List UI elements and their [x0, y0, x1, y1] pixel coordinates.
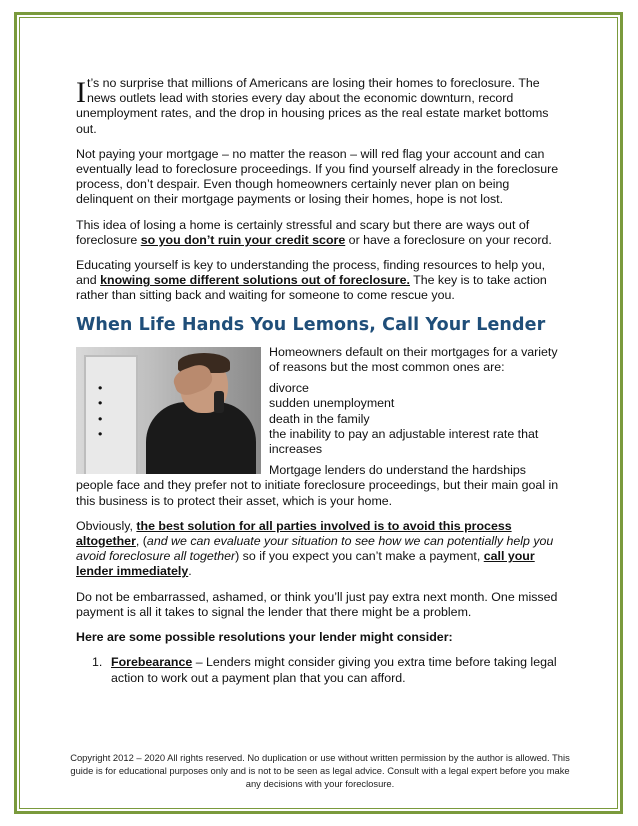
- intro-paragraph-3: This idea of losing a home is certainly stressful and scary but there are ways out of foreclosure so you don’t ruin your credit score or have a foreclosure on your record.: [76, 217, 552, 247]
- default-reasons-list: [76, 381, 566, 457]
- intro-text-1: t’s no surprise that millions of Americans are losing their homes to foreclosure. The news outlets lead with stories every day about the economic downturn, record unemployment rates, and the drop in housing prices as the real estate market bottoms out.: [76, 76, 549, 136]
- resolutions-list: [76, 655, 566, 685]
- list-item: • sudden unemployment: [76, 396, 566, 411]
- lenders-paragraph: Mortgage lenders do understand the hardships people face and they prefer not to initiate foreclosure proceedings, but their main goal in this business is to protect their asset, which is your home.: [76, 463, 559, 508]
- solutions-link[interactable]: knowing some different solutions out of foreclosure.: [100, 273, 410, 288]
- list-item: • divorce: [76, 381, 566, 396]
- list-item: • death in the family: [76, 412, 566, 427]
- list-item: 1. Forebearance – Lenders might consider giving you extra time before taking legal action to work out a payment plan that you can afford.: [92, 655, 557, 685]
- drop-cap: I: [76, 76, 86, 109]
- forebearance-link[interactable]: Forebearance: [111, 655, 193, 670]
- intro-paragraph-2: Not paying your mortgage – no matter the reason – will red flag your account and can eventually lead to foreclosure proceedings. If you find yourself already in the foreclosure process, don’t despair. Even though homeowners certainly never plan on being delinquent on their mortgage payments or losing their homes, hope is not lost.: [76, 146, 559, 207]
- section-lead: Homeowners default on their mortgages for a variety of reasons but the most common ones are:: [269, 344, 558, 375]
- call-lender-link[interactable]: call your lender immediately: [76, 549, 535, 579]
- obviously-paragraph: Obviously, the best solution for all parties involved is to avoid this process altogether, (and we can evaluate your situation to see how we can potentially help you avoid foreclosure all together) so if you expect you can’t make a payment, call your lender immediately.: [76, 518, 554, 579]
- list-item: • the inability to pay an adjustable interest rate that increases: [76, 427, 566, 457]
- best-solution-link[interactable]: the best solution for all parties involved is to avoid this process altogether: [76, 518, 512, 549]
- document-body: [76, 76, 566, 686]
- copyright-footer: Copyright 2012 – 2020 All rights reserved. No duplication or use without written permission by the author is allowed. This guide is for educational purposes only and is not to be seen as legal advice. Consult with a legal expert before you make any decisions with your foreclosure.: [70, 752, 570, 789]
- section-heading: When Life Hands You Lemons, Call Your Lender: [76, 314, 546, 335]
- intro-paragraph-4: Educating yourself is key to understanding the process, finding resources to help you, and knowing some different solutions out of foreclosure. The key is to take action rather than sitting back and waiting for someone to come rescue you.: [76, 258, 547, 303]
- intro-paragraph-1: [76, 76, 566, 137]
- embarrassed-paragraph: Do not be embarrassed, ashamed, or think you’ll just pay extra next month. One missed payment is all it takes to signal the lender that there might be a problem.: [76, 589, 558, 619]
- resolutions-heading: Here are some possible resolutions your lender might consider:: [76, 630, 453, 645]
- credit-score-link[interactable]: so you don’t ruin your credit score: [140, 232, 346, 247]
